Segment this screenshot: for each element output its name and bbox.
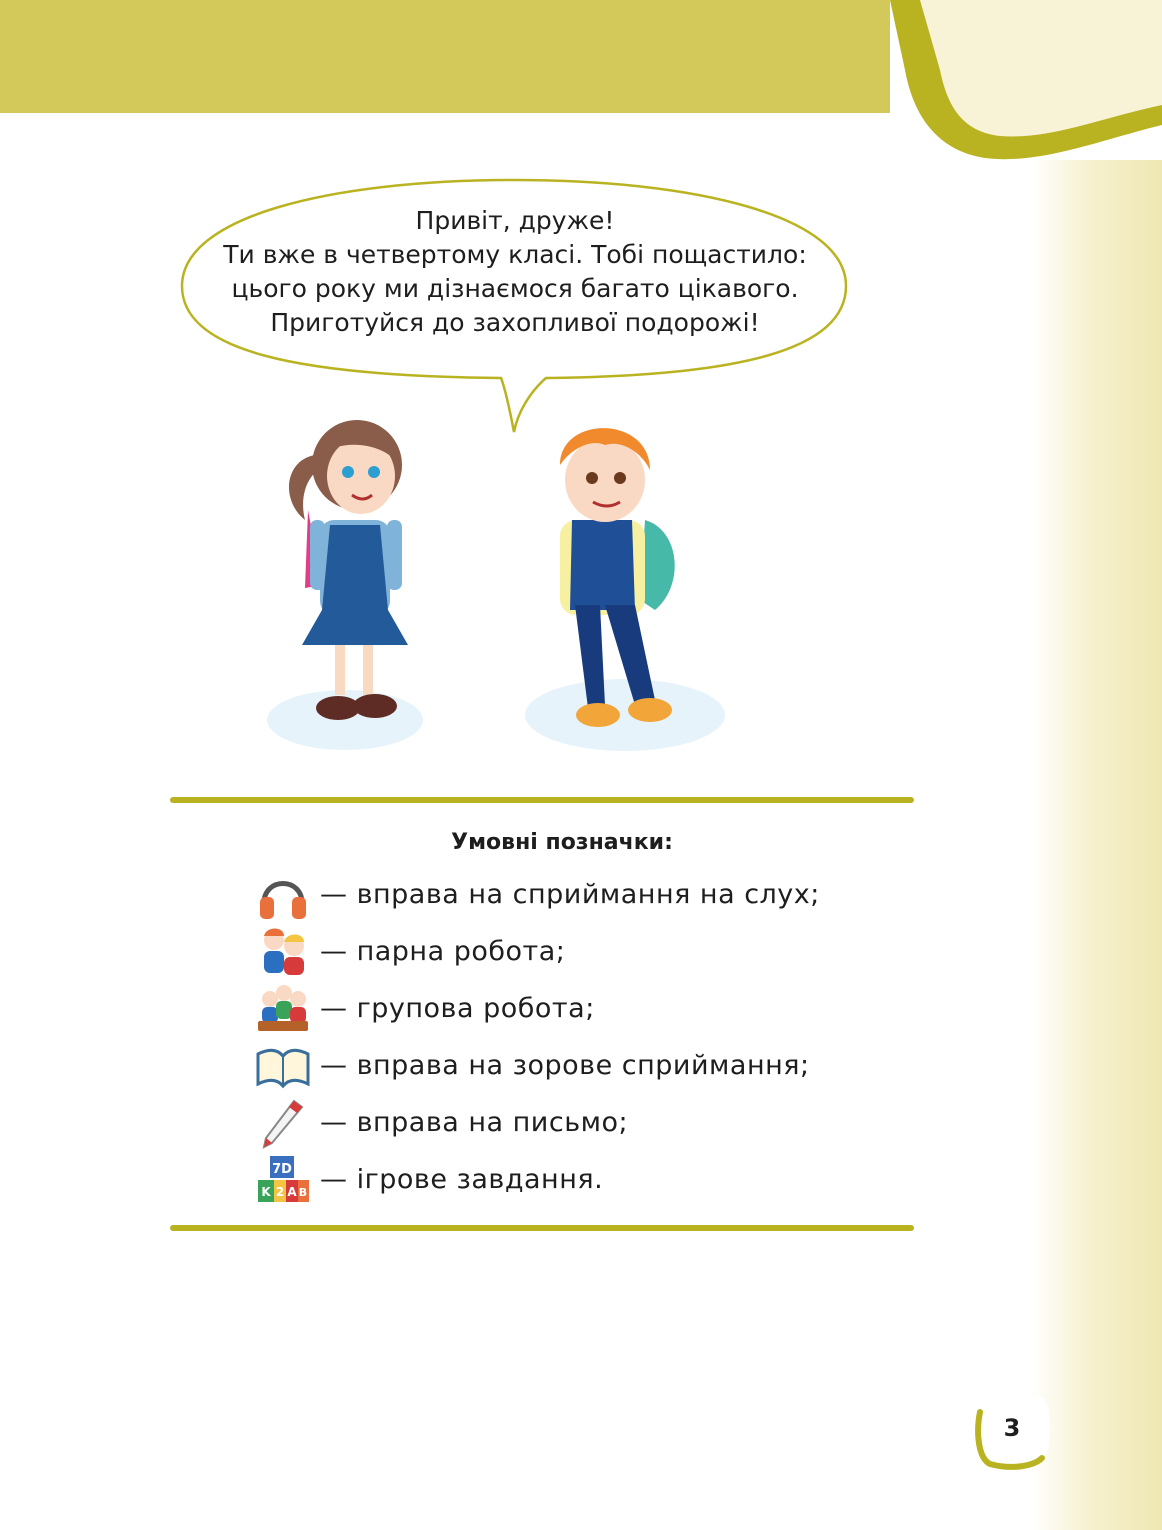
open-book-icon xyxy=(256,1040,310,1092)
block-letter: 2 xyxy=(275,1184,285,1199)
legend-item xyxy=(256,923,896,980)
legend-list xyxy=(256,866,896,1208)
bubble-line: цього року ми дізнаємося багато цікавого. xyxy=(231,274,799,303)
legend-text: — ігрове завдання. xyxy=(320,1164,604,1195)
headphones-icon xyxy=(256,869,310,921)
block-letter: B xyxy=(298,1185,308,1199)
group-work-icon xyxy=(256,983,310,1035)
legend-item xyxy=(256,1151,896,1208)
block-letter: A xyxy=(287,1184,297,1199)
speech-bubble-text xyxy=(200,204,830,340)
letter-blocks-icon xyxy=(256,1154,310,1206)
bubble-line: Приготуйся до захопливої подорожі! xyxy=(270,308,760,337)
block-letter: K xyxy=(261,1184,271,1199)
children-illustration xyxy=(260,410,740,770)
legend-text: — групова робота; xyxy=(320,993,595,1024)
bubble-line: Привіт, друже! xyxy=(415,206,615,235)
legend-text: — парна робота; xyxy=(320,936,566,967)
legend-item xyxy=(256,980,896,1037)
legend-title: Умовні позначки: xyxy=(451,830,673,855)
legend-text: — вправа на зорове сприймання; xyxy=(320,1050,810,1081)
legend-item xyxy=(256,1037,896,1094)
block-letter: 7D xyxy=(272,1161,292,1177)
pen-icon xyxy=(256,1097,310,1149)
bottom-divider xyxy=(170,1225,914,1231)
girl-figure xyxy=(289,420,408,720)
page-number: 3 xyxy=(1003,1414,1021,1442)
legend-text: — вправа на сприймання на слух; xyxy=(320,879,820,910)
header-band xyxy=(0,0,1162,170)
pair-work-icon xyxy=(256,926,310,978)
legend-text: — вправа на письмо; xyxy=(320,1107,629,1138)
legend-item xyxy=(256,866,896,923)
bubble-line: Ти вже в четвертому класі. Тобі пощастило: xyxy=(223,240,807,269)
top-divider xyxy=(170,797,914,803)
legend-item xyxy=(256,1094,896,1151)
